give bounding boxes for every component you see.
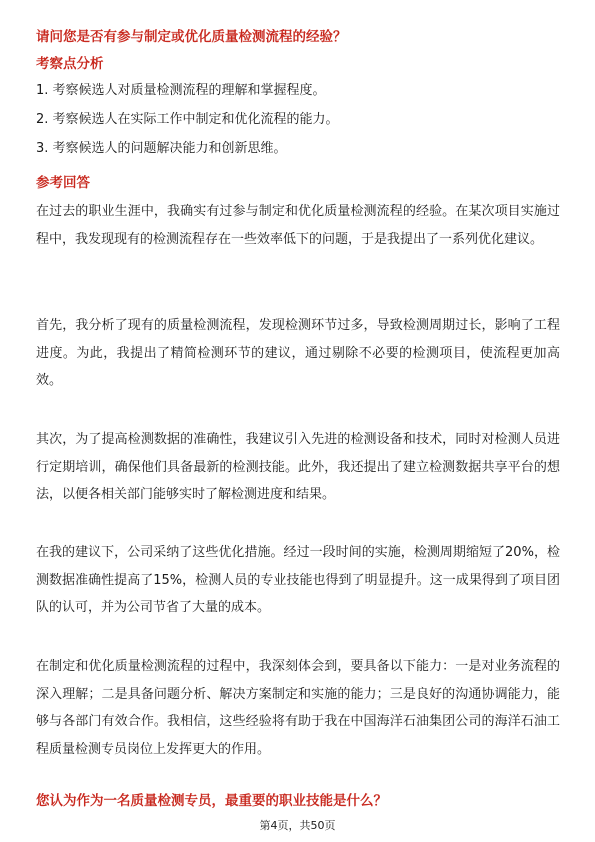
- answer-paragraph: 在过去的职业生涯中，我确实有过参与制定和优化质量检测流程的经验。在某次项目实施过程中，我发现现有的检测流程存在一些效率低下的问题，于是我提出了一系列优化建议。: [36, 204, 560, 247]
- analysis-point: 1. 考察候选人对质量检测流程的理解和掌握程度。: [36, 83, 326, 98]
- answer-paragraph: 首先，我分析了现有的质量检测流程，发现检测环节过多，导致检测周期过长，影响了工程进度。为此，我提出了精简检测环节的建议，通过剔除不必要的检测项目，使流程更加高效。: [36, 318, 560, 388]
- next-question-heading: 您认为作为一名质量检测专员，最重要的职业技能是什么？: [36, 793, 387, 809]
- question-heading: 请问您是否有参与制定或优化质量检测流程的经验？: [36, 29, 347, 45]
- page-number: 第4页，共50页: [259, 819, 336, 832]
- analysis-point: 3. 考察候选人的问题解决能力和创新思维。: [36, 141, 287, 156]
- answer-paragraph: 在我的建议下，公司采纳了这些优化措施。经过一段时间的实施，检测周期缩短了20%，检测数据准确性提高了15%，检测人员的专业技能也得到了明显提升。这一成果得到了项目团队的认可，并为公司节省了大量的成本。: [36, 545, 560, 615]
- analysis-heading: 考察点分析: [36, 56, 104, 72]
- answer-paragraph: 其次，为了提高检测数据的准确性，我建议引入先进的检测设备和技术，同时对检测人员进行定期培训，确保他们具备最新的检测技能。此外，我还提出了建立检测数据共享平台的想法，以便各相关部门能够实时了解检测进度和结果。: [36, 432, 560, 502]
- answer-heading: 参考回答: [36, 175, 90, 191]
- analysis-point: 2. 考察候选人在实际工作中制定和优化流程的能力。: [36, 112, 339, 127]
- answer-paragraph: 在制定和优化质量检测流程的过程中，我深刻体会到，要具备以下能力：一是对业务流程的深入理解；二是具备问题分析、解决方案制定和实施的能力；三是良好的沟通协调能力，能够与各部门有效合作。我相信，这些经验将有助于我在中国海洋石油集团公司的海洋石油工程质量检测专员岗位上发挥更大的作用。: [36, 659, 560, 757]
